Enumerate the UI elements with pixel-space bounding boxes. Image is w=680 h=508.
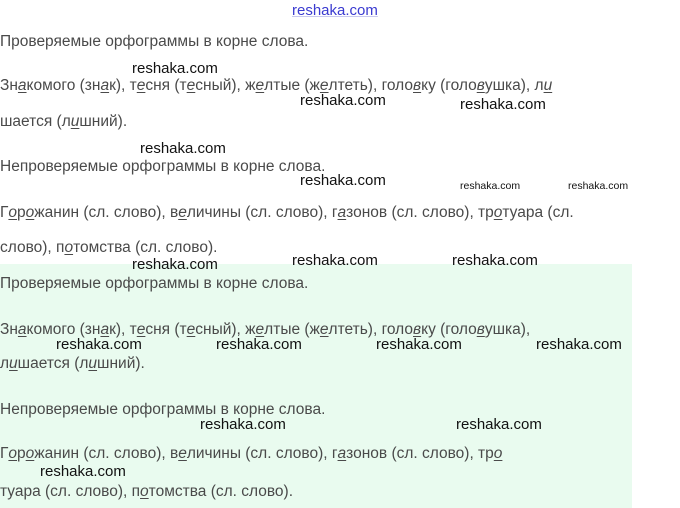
text-segment: р	[17, 445, 26, 462]
text-segment: к), т	[109, 77, 137, 94]
text-line	[0, 76, 552, 96]
marked-letter: о	[25, 445, 35, 462]
marked-letter: о	[493, 204, 503, 221]
marked-letter: е	[178, 445, 187, 462]
text-segment: р	[17, 204, 26, 221]
text-segment: Г	[0, 445, 9, 462]
text-segment: сный), ж	[195, 321, 256, 338]
text-segment: слово), п	[0, 239, 65, 256]
watermark: reshaka.com	[300, 172, 386, 189]
text-line	[0, 444, 502, 464]
marked-letter: а	[100, 77, 110, 94]
text-segment: зонов (сл. слово), тр	[346, 204, 494, 221]
marked-letter: е	[186, 321, 196, 338]
text-segment: л	[0, 355, 10, 372]
text-segment: Зн	[0, 77, 18, 94]
text-line	[0, 203, 574, 223]
marked-letter: в	[476, 321, 485, 338]
section-heading: Непроверяемые орфограммы в корне слова.	[0, 401, 326, 418]
marked-letter: а	[100, 321, 110, 338]
marked-letter: о	[140, 483, 149, 500]
watermark: reshaka.com	[132, 256, 218, 273]
text-segment: туара (сл.	[502, 204, 574, 221]
text-segment: туара (сл. слово), п	[0, 483, 141, 500]
text-segment: томства (сл. слово).	[73, 239, 218, 256]
marked-letter: и	[88, 355, 98, 372]
watermark: reshaka.com	[300, 92, 386, 109]
watermark-top[interactable]: reshaka.com	[292, 2, 378, 19]
marked-letter: е	[136, 321, 146, 338]
text-segment: личины (сл. слово), г	[186, 204, 338, 221]
text-segment: личины (сл. слово), г	[186, 445, 338, 462]
marked-letter: и	[70, 113, 80, 130]
section-heading: Непроверяемые орфограммы в корне слова.	[0, 158, 326, 175]
text-segment: ку (голо	[421, 321, 477, 338]
marked-letter: о	[25, 204, 35, 221]
watermark: reshaka.com	[456, 416, 542, 433]
marked-letter: и	[543, 77, 553, 94]
text-line	[0, 112, 127, 132]
watermark: reshaka.com	[376, 336, 462, 353]
marked-letter: е	[255, 321, 265, 338]
text-segment: шний).	[97, 355, 145, 372]
text-segment: шается (л	[0, 113, 71, 130]
text-segment: ушка), л	[484, 77, 544, 94]
marked-letter: а	[17, 321, 27, 338]
watermark: reshaka.com	[200, 416, 286, 433]
marked-letter: е	[178, 204, 187, 221]
text-segment: ушка),	[484, 321, 531, 338]
marked-letter: о	[493, 445, 503, 462]
text-line	[0, 482, 293, 502]
marked-letter: в	[413, 77, 422, 94]
text-segment: сня (т	[145, 77, 187, 94]
watermark: reshaka.com	[292, 252, 378, 269]
marked-letter: и	[9, 355, 18, 372]
watermark: reshaka.com	[40, 463, 126, 480]
text-segment: к), т	[109, 321, 137, 338]
watermark: reshaka.com	[460, 180, 521, 192]
watermark: reshaka.com	[56, 336, 142, 353]
marked-letter: о	[8, 204, 18, 221]
marked-letter: о	[64, 239, 74, 256]
text-segment: комого (зн	[26, 77, 101, 94]
text-line	[0, 354, 145, 374]
watermark: reshaka.com	[140, 140, 226, 157]
section-heading: Проверяемые орфограммы в корне слова.	[0, 275, 309, 292]
watermark: reshaka.com	[132, 60, 218, 77]
text-line	[0, 238, 217, 258]
text-segment: лтеть), голо	[328, 77, 414, 94]
text-segment: томства (сл. слово).	[148, 483, 293, 500]
text-segment: жанин (сл. слово), в	[34, 445, 179, 462]
text-segment: Зн	[0, 321, 18, 338]
marked-letter: а	[337, 445, 347, 462]
marked-letter: а	[337, 204, 347, 221]
watermark: reshaka.com	[568, 180, 629, 192]
marked-letter: е	[255, 77, 265, 94]
watermark: reshaka.com	[216, 336, 302, 353]
marked-letter: е	[319, 321, 329, 338]
text-segment: ку (голо	[421, 77, 477, 94]
text-segment: сный), ж	[195, 77, 256, 94]
text-segment: Г	[0, 204, 9, 221]
text-segment: шний).	[79, 113, 128, 130]
marked-letter: в	[476, 77, 485, 94]
watermark: reshaka.com	[460, 96, 546, 113]
watermark: reshaka.com	[452, 252, 538, 269]
marked-letter: а	[17, 77, 27, 94]
watermark: reshaka.com	[536, 336, 622, 353]
text-segment: жанин (сл. слово), в	[34, 204, 179, 221]
text-segment: зонов (сл. слово), тр	[346, 445, 494, 462]
marked-letter: е	[186, 77, 196, 94]
section-heading: Проверяемые орфограммы в корне слова.	[0, 33, 309, 50]
text-segment: лтые (ж	[264, 321, 320, 338]
marked-letter: в	[413, 321, 422, 338]
text-line	[0, 320, 530, 340]
marked-letter: е	[136, 77, 146, 94]
marked-letter: о	[8, 445, 18, 462]
text-segment: шается (л	[17, 355, 89, 372]
text-segment: комого (зн	[26, 321, 101, 338]
marked-letter: е	[319, 77, 329, 94]
text-segment: лтые (ж	[264, 77, 320, 94]
text-segment: лтеть), голо	[328, 321, 414, 338]
text-segment: сня (т	[145, 321, 187, 338]
